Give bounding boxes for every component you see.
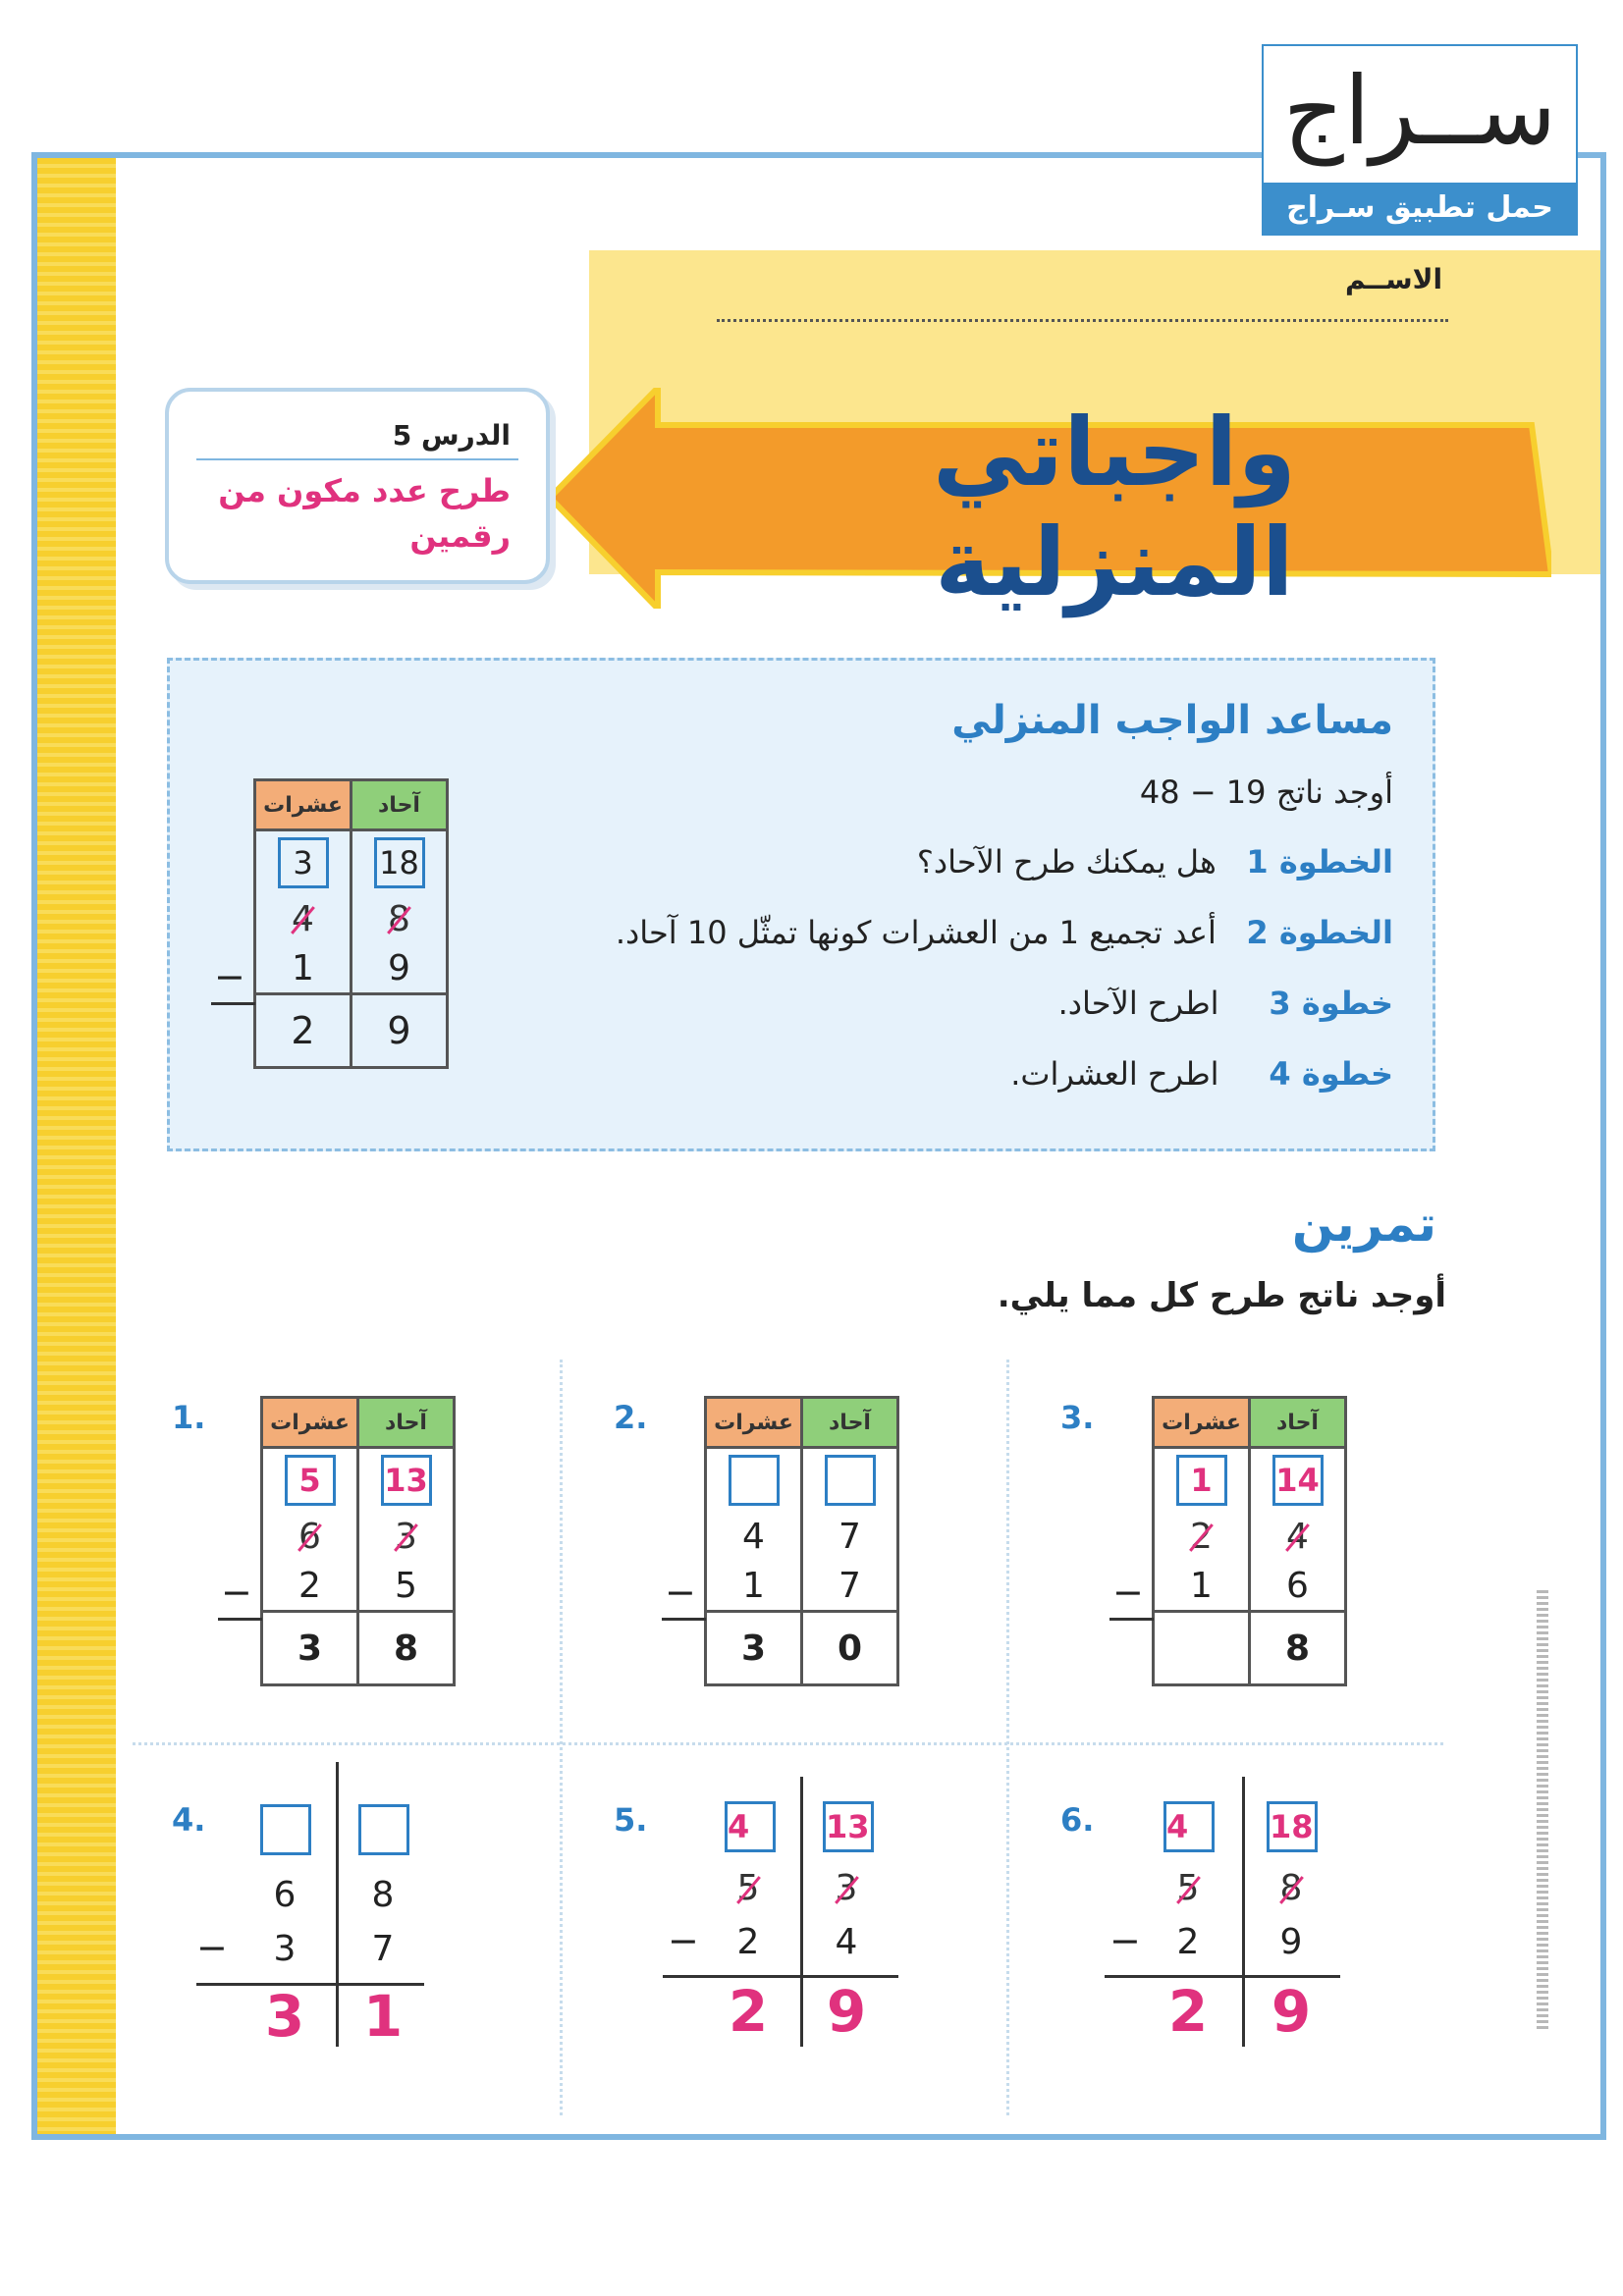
helper-place-value-table [253,778,449,1069]
regroup-tens-box[interactable]: 5 [285,1455,336,1506]
sub-ones: 9 [1279,1922,1303,1962]
step-label: خطوة 4 [1269,1055,1393,1093]
result-ones[interactable]: 1 [362,1983,404,2050]
top-ones: 8 [388,898,410,939]
regroup-ones-box[interactable]: 14 [1272,1455,1324,1506]
problem-3-table [1152,1396,1347,1686]
regroup-tens-box[interactable]: 4 [1163,1801,1215,1852]
step-text: اطرح الآحاد. [1057,985,1219,1022]
ones-header: آحاد [352,780,448,830]
ones-header: آحاد [358,1398,455,1448]
problem-number: 5. [614,1801,648,1839]
result-ones[interactable]: 8 [1250,1612,1346,1685]
minus-sign: − [665,1571,696,1614]
result-ones[interactable]: 0 [802,1612,898,1685]
sub-tens: 3 [273,1929,297,1969]
regroup-tens-wrap [1163,1801,1215,1852]
subtraction-line [1109,1618,1154,1621]
sub-ones: 6 [1250,1561,1346,1612]
ones-header: آحاد [802,1398,898,1448]
logo-tagline: حمل تطبيق سـراج [1264,183,1576,234]
result-ones[interactable]: 9 [826,1978,867,2045]
column-bar [336,1762,339,2047]
homework-helper-box [167,658,1435,1151]
subtraction-line [211,1002,255,1005]
sub-ones: 7 [802,1561,898,1612]
regroup-tens-box[interactable] [729,1455,780,1506]
column-bar [800,1777,803,2047]
helper-step-1 [917,843,1393,881]
minus-sign: − [196,1926,228,1969]
step-label: الخطوة 2 [1246,914,1393,951]
helper-step-4 [1010,1055,1393,1093]
regroup-ones-box[interactable] [825,1455,876,1506]
exercise-instruction: أوجد ناتج طرح كل مما يلي. [997,1276,1446,1315]
result-tens: 2 [255,994,352,1068]
result-tens[interactable] [1154,1612,1250,1685]
problem-number: 2. [614,1399,648,1436]
regroup-ones-box[interactable]: 13 [381,1455,432,1506]
ones-header: آحاد [1250,1398,1346,1448]
name-label: الاســم [1345,263,1443,295]
problem-number: 4. [172,1801,206,1839]
sub-ones: 7 [371,1929,395,1969]
top-tens: 5 [1176,1868,1200,1908]
minus-sign: − [668,1919,699,1962]
top-ones: 7 [802,1512,898,1561]
top-ones: 8 [1279,1868,1303,1908]
sub-ones: 5 [358,1561,455,1612]
sub-ones: 9 [352,943,448,994]
page-title: واجباتي المنزلية [932,398,1297,617]
top-ones: 3 [835,1868,858,1908]
problem-number: 3. [1060,1399,1095,1436]
regroup-ones-wrap [823,1801,874,1852]
top-ones: 3 [395,1516,417,1557]
result-tens[interactable]: 2 [1167,1978,1209,2045]
result-ones: 9 [352,994,448,1068]
name-field[interactable] [717,319,1448,322]
problem-1-table [260,1396,456,1686]
step-label: الخطوة 1 [1246,843,1393,881]
lesson-divider [196,458,518,460]
regroup-ones-box[interactable] [358,1804,409,1855]
result-ones[interactable]: 9 [1271,1978,1312,2045]
top-tens: 4 [292,898,314,939]
sub-tens: 2 [736,1922,760,1962]
result-tens[interactable]: 3 [264,1983,305,2050]
minus-sign: − [1109,1919,1141,1962]
result-tens[interactable]: 3 [706,1612,802,1685]
regroup-tens-box[interactable] [260,1804,311,1855]
result-ones[interactable]: 8 [358,1612,455,1685]
lesson-card [165,388,550,584]
sub-tens: 2 [262,1561,358,1612]
exercise-title: تمرين [1291,1196,1436,1253]
sub-ones: 4 [835,1922,858,1962]
step-text: اطرح العشرات. [1010,1055,1219,1093]
subtraction-line [218,1618,262,1621]
top-tens: 5 [736,1868,760,1908]
top-tens: 4 [706,1512,802,1561]
step-text: أعد تجميع 1 من العشرات كونها تمثّل 10 آحاد. [615,914,1217,951]
helper-step-2 [616,914,1393,951]
helper-title: مساعد الواجب المنزلي [951,698,1393,743]
tens-header: عشرات [255,780,352,830]
helper-step-3 [1058,985,1393,1022]
column-divider [1006,1360,1009,2115]
tens-header: عشرات [1154,1398,1250,1448]
regroup-tens-box: 3 [278,837,329,888]
top-tens: 6 [273,1875,297,1915]
logo [1262,44,1578,236]
problem-2-table [704,1396,899,1686]
lesson-number: الدرس 5 [392,419,511,452]
regroup-tens-box[interactable]: 1 [1176,1455,1227,1506]
step-label: خطوة 3 [1269,985,1393,1022]
step-text: هل يمكنك طرح الآحاد؟ [916,843,1217,881]
logo-text: ســراج [1282,56,1557,166]
copyright-vertical-text [1537,1590,1548,2032]
problem-number: 1. [172,1399,206,1436]
regroup-ones-box[interactable]: 13 [823,1801,874,1852]
sub-tens: 1 [255,943,352,994]
minus-sign: − [221,1571,252,1614]
regroup-ones-box[interactable]: 18 [1267,1801,1318,1852]
sub-tens: 2 [1176,1922,1200,1962]
regroup-ones-wrap [1267,1801,1318,1852]
tens-header: عشرات [262,1398,358,1448]
regroup-tens-wrap [725,1801,776,1852]
top-ones: 8 [371,1875,395,1915]
minus-sign: − [214,955,245,998]
decorative-strip [37,158,116,2134]
sub-tens: 1 [1154,1561,1250,1612]
helper-intro: أوجد ناتج 19 − 48 [1139,774,1393,811]
top-tens: 6 [298,1516,321,1557]
top-ones: 4 [1286,1516,1309,1557]
minus-sign: − [1112,1571,1144,1614]
result-tens[interactable]: 3 [262,1612,358,1685]
row-divider [133,1742,1443,1745]
tens-header: عشرات [706,1398,802,1448]
problem-number: 6. [1060,1801,1095,1839]
subtraction-line [662,1618,706,1621]
regroup-tens-box[interactable]: 4 [725,1801,776,1852]
column-divider [560,1360,563,2115]
column-bar [1242,1777,1245,2047]
sub-tens: 1 [706,1561,802,1612]
result-tens[interactable]: 2 [728,1978,769,2045]
top-tens: 2 [1190,1516,1213,1557]
lesson-title: طرح عدد مكون من رقمين [218,472,511,555]
regroup-ones-box: 18 [374,837,425,888]
